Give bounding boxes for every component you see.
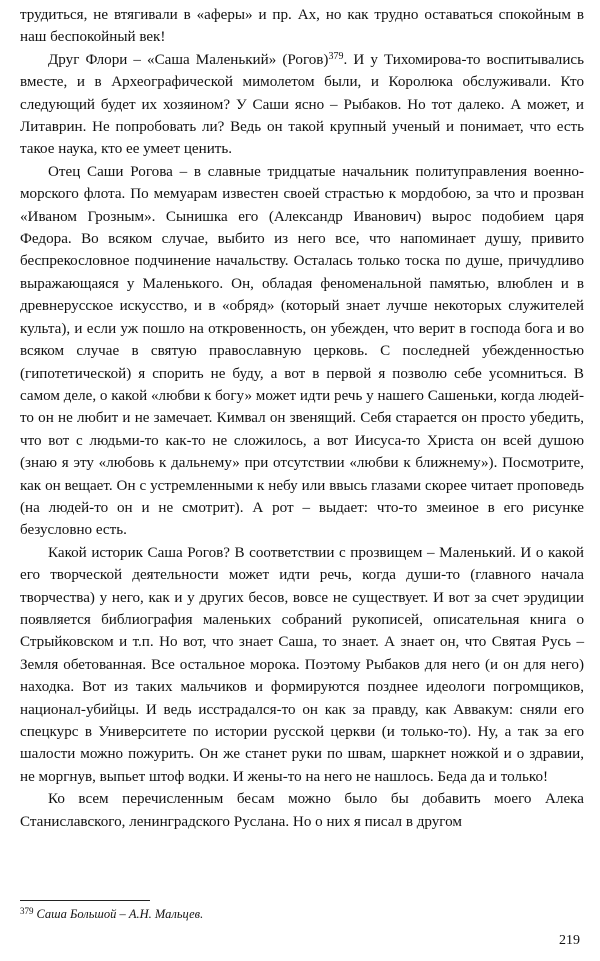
paragraph [20,542,584,788]
text-run: . И у Тихомирова-то воспитывались вместе, и в Археографической мимолетом были, и Королюка обслуживали. Кто следующий будет их хозяином? У Саши ясно – Рыбаков. Но тот далеко. А может, и Литаврин. Не попробовать ли? Ведь он такой крупный ученый и понимает, что есть такое наука, кто ее умеет ценить. [20,51,584,158]
text-run: Друг Флори – «Саша Маленький» (Рогов) [48,51,329,68]
paragraph [20,788,584,833]
text-run: Ко всем перечисленным бесам можно было бы добавить моего Алека Станиславского, ленинградского Руслана. Но о них я писал в другом [20,791,584,830]
paragraph [20,4,584,49]
page-number: 219 [559,933,580,948]
paragraph [20,161,584,542]
main-text-column [20,4,584,833]
footnote-text: Саша Большой – А.Н. Мальцев. [36,907,204,921]
text-run: Отец Саши Рогова – в славные тридцатые начальник политуправления военно-морского флота. По мемуарам известен своей страстью к мордобою, за что и прозван «Иваном Грозным». Сынишка его (Александр Иванович) вырос подобием царя Федора. Во всяком случае, выбито из него все, что напоминает душу, привито беспрекословное подчинение начальству. Осталась только тоска по душе, причудливо выражающаяся у Маленького. Он, обладая феноменальной памятью, влюблен и в древнерусское искусство, и в «обряд» (который знает лучше некоторых служителей культа), и если уж пошло на откровенность, он убежден, что верит в господа бога и во всяком случае в святую православную церковь. С последней убежденностью (гипотетической) я спорить не буду, а вот в первой я позволю себе усомниться. В самом деле, о какой «любви к богу» может идти речь у нашего Сашеньки, когда людей-то он не любит и не замечает. Кимвал он звенящий. Себя старается он просто убедить, что вот с людьми-то как-то не сложилось, а вот Иисуса-то Христа он всей душою (знаю я эту «любовь к дальнему» при отсутствии «любви к ближнему»). Посмотрите, как он вещает. Он с устремленными к небу или ввысь глазами скорее читает проповедь (на людей-то он и не смотрит). А рот – выдает: что-то змеиное в его рисунке безусловно есть. [20,163,584,539]
footnote-number: 379 [20,906,34,916]
footnote-separator [20,900,150,901]
footnote [20,906,584,922]
footnote-reference: 379 [328,50,344,62]
text-run: трудиться, не втягивали в «аферы» и пр. Ах, но как трудно оставаться спокойным в наш беспокойный век! [20,7,584,46]
paragraph [20,49,584,161]
text-run: Какой историк Саша Рогов? В соответствии с прозвищем – Маленький. И о какой его творческой деятельности может идти речь, когда души-то (главного начала творчества) у него, как и у других бесов, вовсе не существует. И вот за счет эрудиции появляется библиография маленьких собраний рукописей, описательная книга о Стрыйковском и т.п. Но вот, что знает Саша, то знает. А знает он, что Святая Русь – Земля обетованная. Все остальное морока. Поэтому Рыбаков для него (и он для него) находка. Вот из таких мальчиков и формируются позднее идеологи погромщиков, национал-убийцы. И ведь исстрадался-то он как за правду, как Аввакум: сняли его спецкурс в Университете по истории русской церкви (и только-то). Ну, а так за его шалости можно пожурить. Он же станет руки по швам, шаркнет ножкой и о здравии, не моргнув, выпьет штоф водки. И жены-то на него не нашлось. Беда да и только! [20,544,584,785]
